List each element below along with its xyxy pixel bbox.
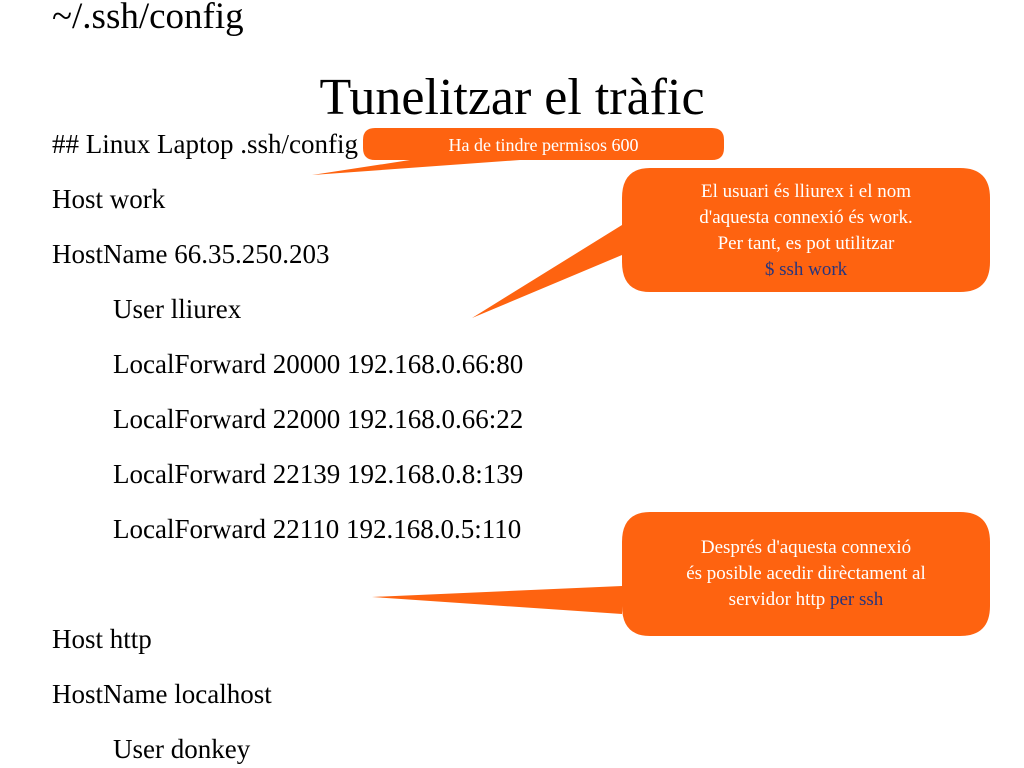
- config-comment-line: ## Linux Laptop .ssh/config: [52, 129, 358, 159]
- user-note-line-2: d'aquesta connexió és work.: [699, 207, 913, 228]
- config-localforward-3: LocalForward 22139 192.168.0.8:139: [113, 459, 524, 489]
- after-note-line-3-highlight: per ssh: [830, 589, 884, 610]
- user-note-line-1: El usuari és lliurex i el nom: [700, 181, 911, 202]
- slide-title: Tunelitzar el tràfic: [319, 69, 705, 126]
- after-note-line-3: [622, 587, 990, 613]
- after-note-line-2: és posible acedir dirèctament al: [686, 563, 926, 584]
- config-hostname-localhost: HostName localhost: [52, 679, 272, 709]
- user-note-line-3: Per tant, es pot utilitzar: [717, 233, 895, 254]
- after-note-callout: [622, 535, 990, 613]
- after-note-line-3-plain: servidor http: [728, 589, 830, 610]
- config-host-http: Host http: [52, 624, 152, 654]
- user-note-command: $ ssh work: [764, 259, 848, 280]
- config-localforward-1: LocalForward 20000 192.168.0.66:80: [113, 349, 524, 379]
- config-hostname-work: HostName 66.35.250.203: [52, 239, 330, 269]
- permissions-callout-text: Ha de tindre permisos 600: [448, 135, 639, 155]
- config-user-donkey: User donkey: [113, 734, 251, 764]
- corner-title: ~/.ssh/config: [52, 0, 244, 37]
- config-host-work: Host work: [52, 184, 166, 214]
- config-user-lliurex: User lliurex: [113, 294, 242, 324]
- after-note-line-1: Després d'aquesta connexió: [700, 537, 912, 558]
- config-localforward-4: LocalForward 22110 192.168.0.5:110: [113, 514, 522, 544]
- config-localforward-2: LocalForward 22000 192.168.0.66:22: [113, 404, 524, 434]
- user-note-callout: [622, 179, 990, 283]
